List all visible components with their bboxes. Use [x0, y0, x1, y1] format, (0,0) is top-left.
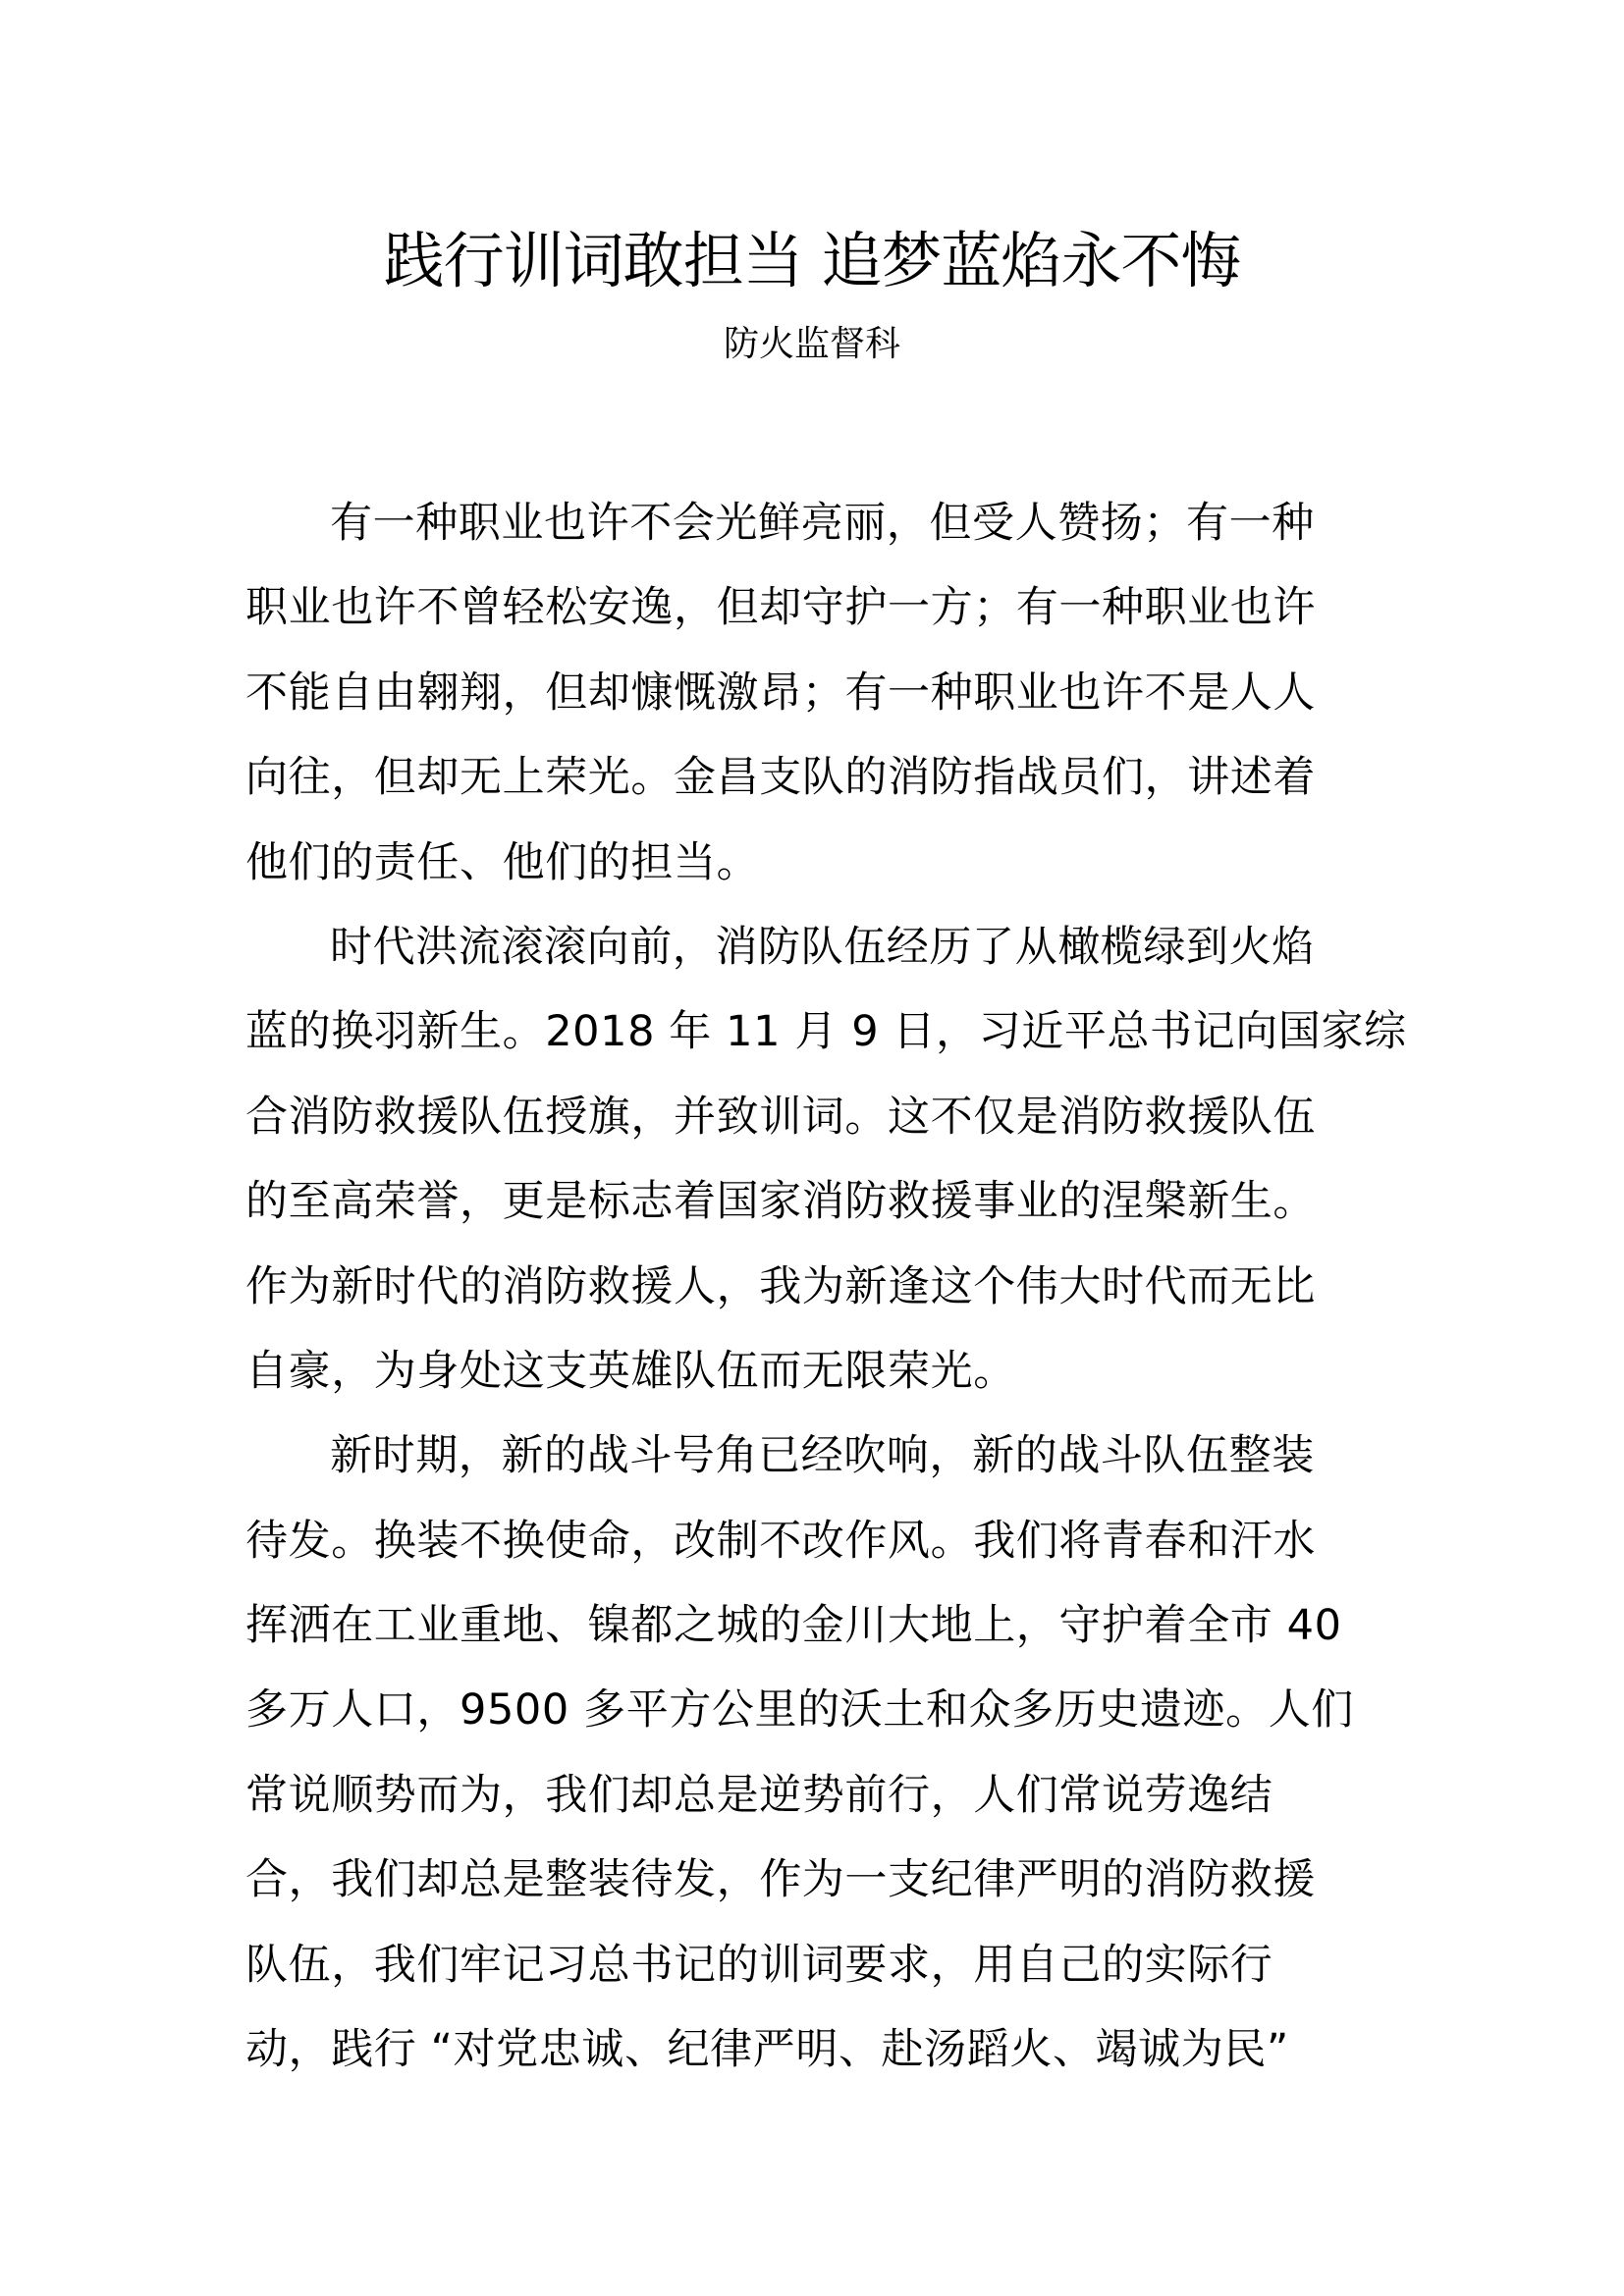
- paragraph-line: 作为新时代的消防救援人，我为新逢这个伟大时代而无比: [245, 1261, 1316, 1311]
- paragraph-line: 新时期，新的战斗号角已经吹响，新的战斗队伍整装: [330, 1431, 1315, 1481]
- document-title: 践行训词敢担当 追梦蓝焰永不悔: [383, 225, 1241, 296]
- paragraph-line: 多万人口，9500 多平方公里的沃土和众多历史遗迹。人们: [245, 1685, 1354, 1735]
- paragraph-line: 挥洒在工业重地、镍都之城的金川大地上，守护着全市 40: [245, 1601, 1342, 1651]
- paragraph-line: 合，我们却总是整装待发，作为一支纪律严明的消防救援: [245, 1855, 1316, 1905]
- paragraph-line: 蓝的换羽新生。2018 年 11 月 9 日，习近平总书记向国家综: [245, 1007, 1407, 1057]
- paragraph-line: 的至高荣誉，更是标志着国家消防救援事业的涅槃新生。: [245, 1177, 1316, 1227]
- paragraph-line: 动，践行 “对党忠诚、纪律严明、赴汤蹈火、竭诚为民”: [245, 2025, 1289, 2075]
- document-body: [245, 481, 1407, 2092]
- paragraph-line: 合消防救援队伍授旗，并致训词。这不仅是消防救援队伍: [245, 1092, 1316, 1142]
- paragraph-2: [245, 905, 1407, 1414]
- paragraph-line: 职业也许不曾轻松安逸，但却守护一方；有一种职业也许: [245, 583, 1316, 633]
- paragraph-line: 有一种职业也许不会光鲜亮丽，但受人赞扬；有一种: [330, 499, 1315, 548]
- paragraph-line: 自豪，为身处这支英雄队伍而无限荣光。: [245, 1346, 1016, 1396]
- paragraph-line: 常说顺势而为，我们却总是逆势前行，人们常说劳逸结: [245, 1770, 1273, 1820]
- document-author: 防火监督科: [723, 324, 900, 364]
- paragraph-line: 队伍，我们牢记习总书记的训词要求，用自己的实际行: [245, 1940, 1273, 1990]
- paragraph-line: 不能自由翱翔，但却慷慨激昂；有一种职业也许不是人人: [245, 667, 1316, 718]
- paragraph-line: 向往，但却无上荣光。金昌支队的消防指战员们，讲述着: [245, 753, 1316, 803]
- paragraph-1: [245, 481, 1389, 905]
- paragraph-line: 时代洪流滚滚向前，消防队伍经历了从橄榄绿到火焰: [330, 922, 1315, 972]
- paragraph-line: 他们的责任、他们的担当。: [245, 837, 760, 887]
- paragraph-line: 待发。换装不换使命，改制不改作风。我们将青春和汗水: [245, 1516, 1316, 1566]
- paragraph-3: [245, 1414, 1389, 2092]
